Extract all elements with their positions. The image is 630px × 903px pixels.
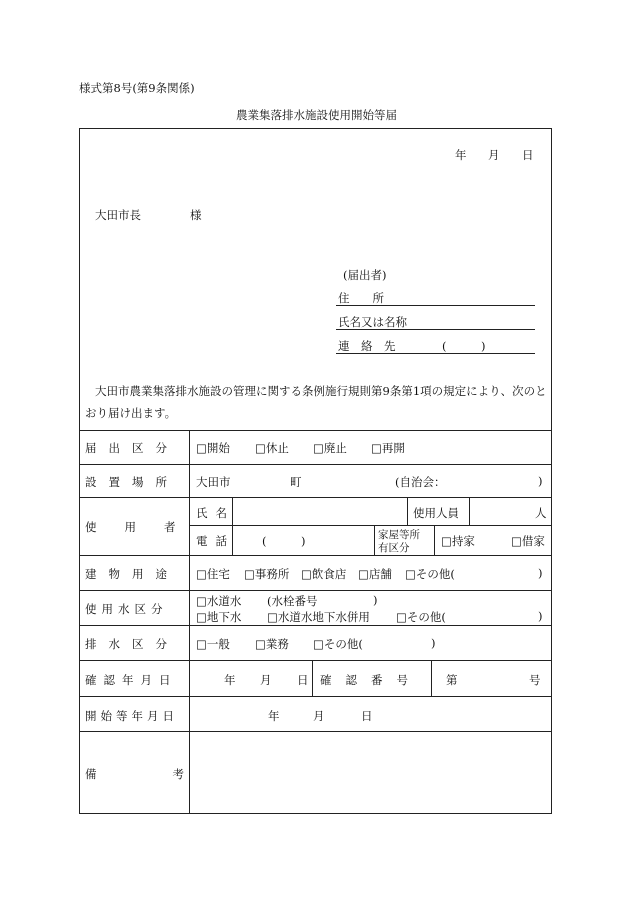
applicant-address-label: 住 所 <box>338 291 384 305</box>
option-drainage-other[interactable]: □その他( <box>313 637 363 651</box>
date-month: 月 <box>488 148 500 162</box>
row-line-5 <box>79 625 552 626</box>
location-association: (自治会： <box>395 475 446 489</box>
option-groundwater[interactable]: □地下水 <box>196 610 242 624</box>
headcount-unit: 人 <box>535 506 547 520</box>
option-resume[interactable]: □再開 <box>371 441 405 455</box>
confirm-col-line-1 <box>312 660 313 696</box>
name-underline <box>336 329 535 330</box>
user-subcol-line-3 <box>434 525 435 555</box>
user-subcol-line-2 <box>374 525 375 555</box>
drainage-other-close: ) <box>431 636 436 650</box>
option-restaurant[interactable]: □飲食店 <box>301 567 347 581</box>
confirmation-number-suffix: 号 <box>529 673 541 687</box>
date-day: 日 <box>522 148 534 162</box>
location-city: 大田市 <box>196 475 231 489</box>
confirmation-month: 月 <box>260 673 272 687</box>
start-year: 年 <box>268 709 280 723</box>
phone-label: 電話 <box>196 534 235 548</box>
option-general[interactable]: □一般 <box>196 637 230 651</box>
applicant-contact-label: 連 絡 先 <box>338 339 396 353</box>
location-town: 町 <box>290 475 302 489</box>
user-mid-line <box>189 525 552 526</box>
option-combined-water[interactable]: □水道水地下水併用 <box>267 610 370 624</box>
option-business[interactable]: □業務 <box>255 637 289 651</box>
phone-parens: ( ) <box>262 534 306 548</box>
row-line-3 <box>79 555 552 556</box>
own-house-option[interactable]: □持家 <box>441 534 475 548</box>
row-line-4 <box>79 590 552 591</box>
option-residence[interactable]: □住宅 <box>196 567 230 581</box>
option-office[interactable]: □事務所 <box>244 567 290 581</box>
start-day: 日 <box>361 709 373 723</box>
hydrant-close: ) <box>373 593 378 607</box>
confirmation-number-prefix: 第 <box>446 673 458 687</box>
rented-house-option[interactable]: □借家 <box>511 534 545 548</box>
building-use-label: 建物用途 <box>85 567 179 581</box>
row-line-8 <box>79 731 552 732</box>
form-number: 様式第8号(第9条関係) <box>79 81 195 95</box>
ownership-label-2: 有区分 <box>378 542 410 554</box>
applicant-heading: (届出者) <box>343 268 387 282</box>
confirmation-number-label: 確認番号 <box>320 673 422 687</box>
option-abolish[interactable]: □廃止 <box>313 441 347 455</box>
location-association-close: ) <box>538 474 543 488</box>
ownership-label-1: 家屋等所 <box>378 529 420 541</box>
addressee-name: 大田市長 <box>95 208 141 222</box>
water-other-close: ) <box>538 609 543 623</box>
option-suspend[interactable]: □休止 <box>255 441 289 455</box>
start-month: 月 <box>313 709 325 723</box>
applicant-contact-parens: ( ) <box>442 339 486 353</box>
applicant-name-label: 氏名又は名称 <box>338 315 407 329</box>
option-start[interactable]: □開始 <box>196 441 230 455</box>
label-column-line <box>189 430 190 814</box>
water-source-label: 使用水区分 <box>85 602 168 616</box>
contact-underline <box>336 353 535 354</box>
confirmation-date-label: 確認年月日 <box>85 673 178 687</box>
row-line-6 <box>79 660 552 661</box>
statement-line-1: 大田市農業集落排水施設の管理に関する条例施行規則第9条第1項の規定により、次のと <box>95 384 547 398</box>
form-title: 農業集落排水施設使用開始等届 <box>236 108 397 122</box>
table-top-line <box>79 430 552 431</box>
user-subcol-line-5 <box>469 497 470 525</box>
confirm-col-line-2 <box>431 660 432 696</box>
row-line-1 <box>79 464 552 465</box>
headcount-label: 使用人員 <box>413 506 459 520</box>
option-building-other[interactable]: □その他( <box>405 567 455 581</box>
row-line-2 <box>79 497 552 498</box>
start-date-label: 開始等年月日 <box>85 709 178 723</box>
option-tap-water[interactable]: □水道水 <box>196 594 242 608</box>
user-label: 使用者 <box>85 520 204 534</box>
location-label: 設置場所 <box>85 475 179 489</box>
user-name-label: 氏名 <box>196 506 235 520</box>
notification-type-label: 届出区分 <box>85 441 179 455</box>
hydrant-number: (水栓番号 <box>267 594 318 608</box>
addressee-honorific: 様 <box>190 208 202 222</box>
option-shop[interactable]: □店舗 <box>358 567 392 581</box>
statement-line-2: おり届け出ます。 <box>85 406 177 420</box>
confirmation-day: 日 <box>297 673 309 687</box>
date-year: 年 <box>455 148 467 162</box>
drainage-type-label: 排水区分 <box>85 637 179 651</box>
address-underline <box>336 305 535 306</box>
row-line-7 <box>79 696 552 697</box>
building-other-close: ) <box>538 566 543 580</box>
confirmation-year: 年 <box>224 673 236 687</box>
option-water-other[interactable]: □その他( <box>396 610 446 624</box>
remarks-label: 備考 <box>85 767 260 781</box>
user-subcol-line-4 <box>407 497 408 525</box>
